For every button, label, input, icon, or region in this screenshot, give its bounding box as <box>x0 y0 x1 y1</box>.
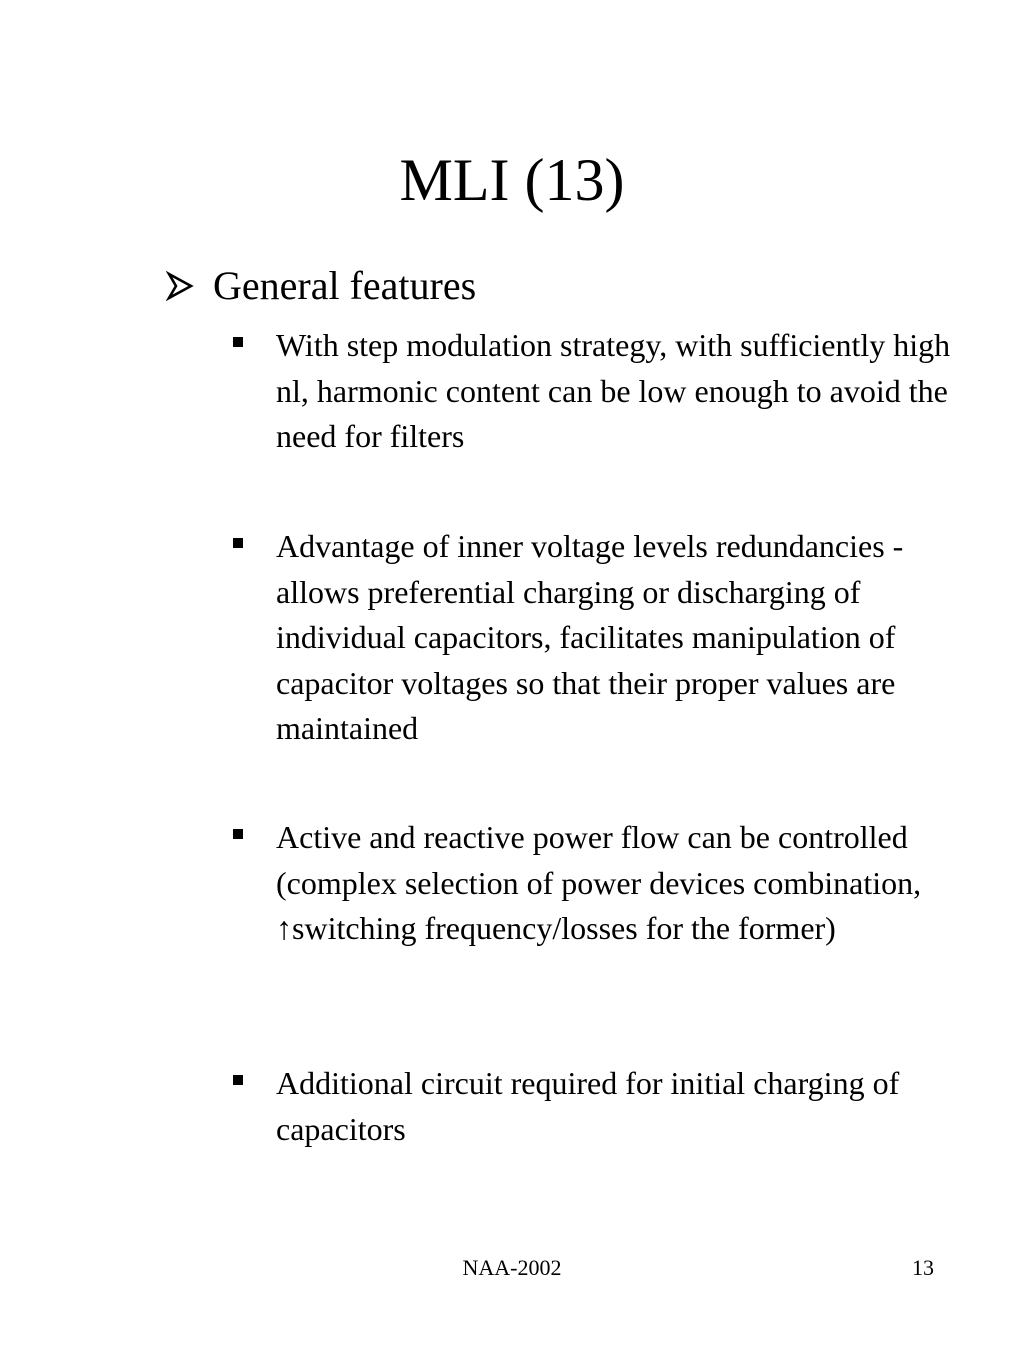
bullet-text: With step modulation strategy, with sufficiently high nl, harmonic content can be low enough to avoid the need for filters <box>276 327 951 454</box>
footer-text: NAA-2002 <box>462 1255 562 1280</box>
arrowhead-bullet-icon <box>166 262 194 310</box>
bullet-text: Advantage of inner voltage levels redundancies - allows preferential charging or discharging of individual capacitors, facilitates manipulation of capacitor voltages so that their proper values are maintained <box>276 528 904 746</box>
square-bullet-icon <box>233 829 243 839</box>
bullet-text: Active and reactive power flow can be controlled (complex selection of power devices combination, ↑switching frequency/losses for the former) <box>276 819 922 946</box>
page-number: 13 <box>912 1255 934 1280</box>
slide-title: MLI (13) <box>399 147 625 213</box>
bullet-level1-label: General features <box>213 263 477 308</box>
square-bullet-icon <box>233 337 243 347</box>
square-bullet-icon <box>233 538 243 548</box>
bullet-text: Additional circuit required for initial charging of capacitors <box>276 1065 900 1147</box>
square-bullet-icon <box>233 1075 243 1085</box>
